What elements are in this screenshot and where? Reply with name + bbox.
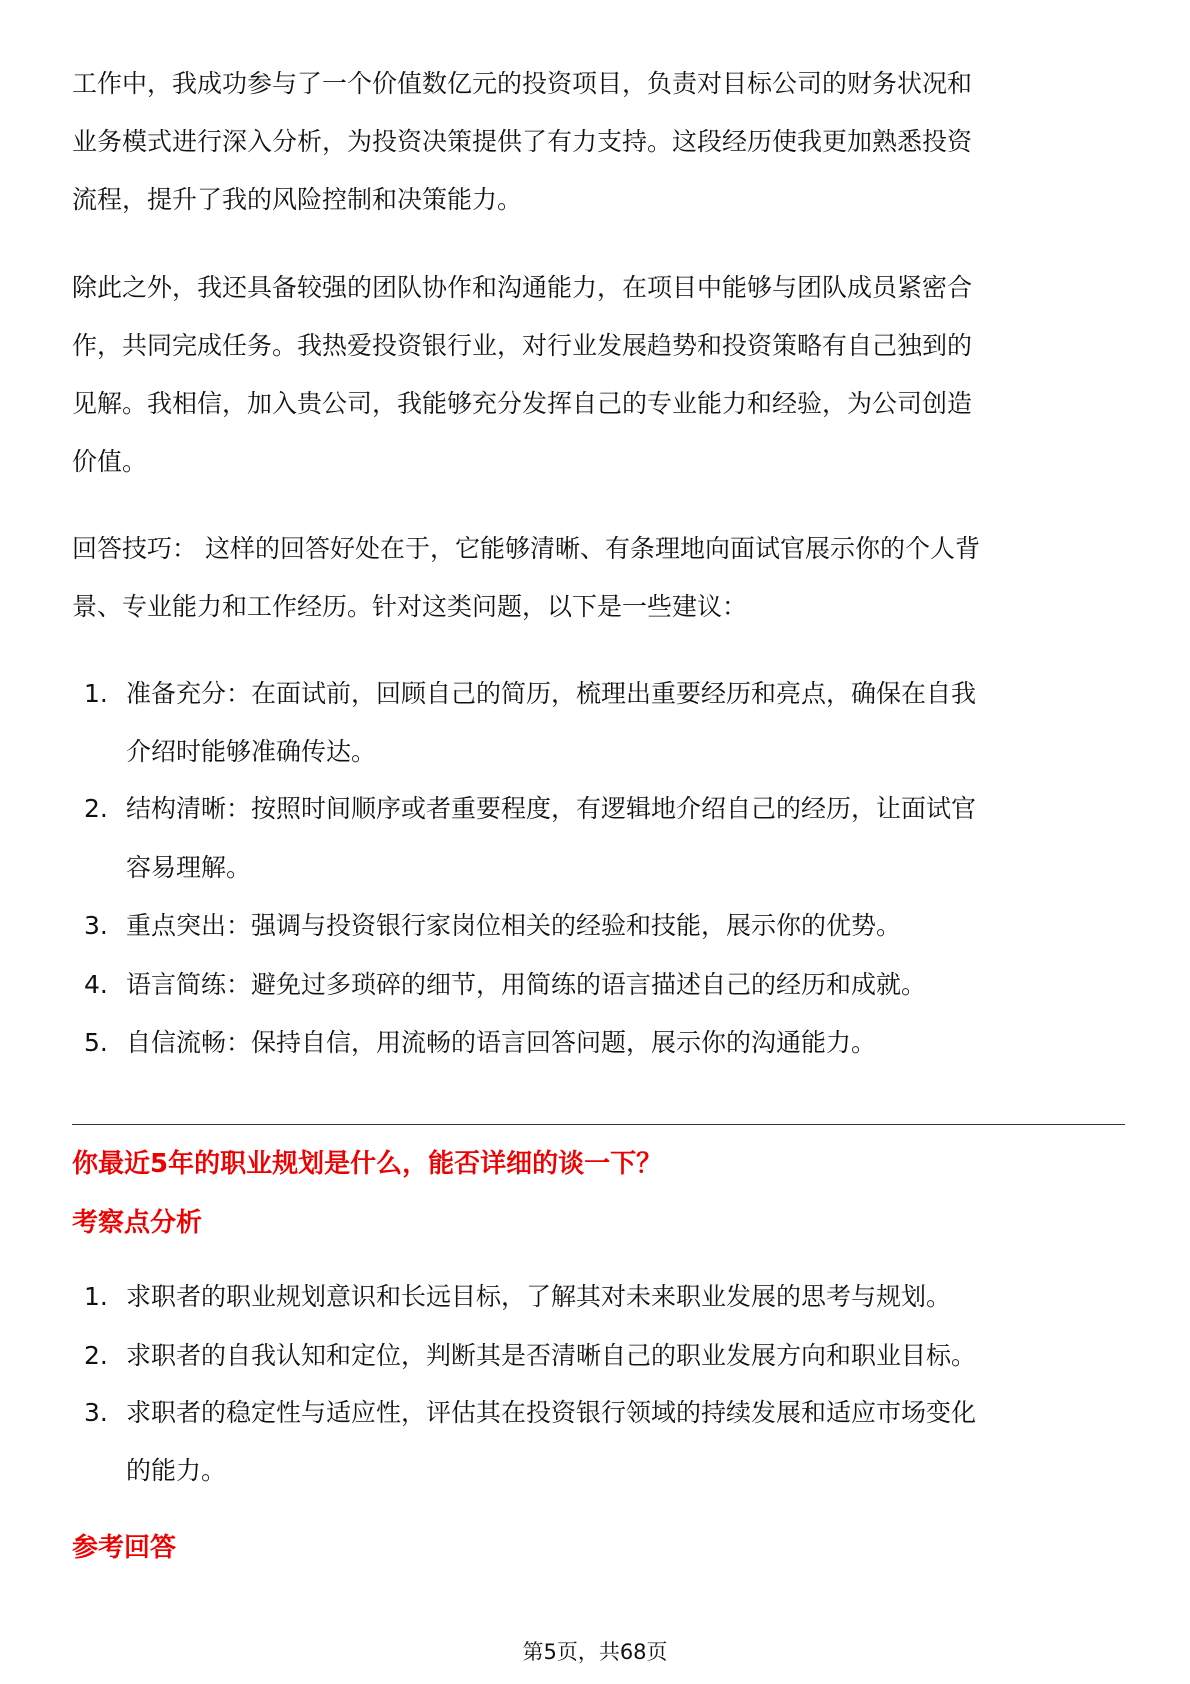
list-item: 的能力。 (126, 1456, 227, 1485)
list-number: 3. (84, 911, 108, 940)
list-item: 容易理解。 (126, 853, 252, 882)
text-line: 作，共同完成任务。我热爱投资银行业，对行业发展趋势和投资策略有自己独到的 (72, 331, 973, 360)
text-line: 价值。 (72, 447, 148, 476)
text-line: 业务模式进行深入分析，为投资决策提供了有力支持。这段经历使我更加熟悉投资 (72, 127, 973, 156)
list-item: 求职者的自我认知和定位，判断其是否清晰自己的职业发展方向和职业目标。 (126, 1341, 977, 1370)
list-number: 5. (84, 1028, 108, 1057)
list-item: 介绍时能够准确传达。 (126, 737, 377, 766)
list-item: 准备充分：在面试前，回顾自己的简历，梳理出重要经历和亮点，确保在自我 (126, 679, 977, 708)
list-item: 语言简练：避免过多琐碎的细节，用简练的语言描述自己的经历和成就。 (126, 970, 927, 999)
text-line: 回答技巧： 这样的回答好处在于，它能够清晰、有条理地向面试官展示你的个人背 (72, 534, 980, 563)
text-line: 景、专业能力和工作经历。针对这类问题，以下是一些建议： (72, 592, 748, 621)
page-footer: 第5页，共68页 (522, 1640, 668, 1664)
list-item: 求职者的稳定性与适应性，评估其在投资银行领域的持续发展和适应市场变化 (126, 1398, 977, 1427)
list-item: 求职者的职业规划意识和长远目标，了解其对未来职业发展的思考与规划。 (126, 1282, 952, 1311)
list-number: 1. (84, 679, 108, 708)
list-number: 2. (84, 1341, 108, 1370)
list-item: 自信流畅：保持自信，用流畅的语言回答问题，展示你的沟通能力。 (126, 1028, 877, 1057)
list-number: 1. (84, 1282, 108, 1311)
list-number: 4. (84, 970, 108, 999)
list-item: 重点突出：强调与投资银行家岗位相关的经验和技能，展示你的优势。 (126, 911, 902, 940)
list-number: 3. (84, 1398, 108, 1427)
divider (72, 1124, 1125, 1125)
text-line: 工作中，我成功参与了一个价值数亿元的投资项目，负责对目标公司的财务状况和 (72, 69, 973, 98)
text-line: 见解。我相信，加入贵公司，我能够充分发挥自己的专业能力和经验，为公司创造 (72, 389, 973, 418)
analysis-heading: 考察点分析 (72, 1208, 203, 1238)
question-heading: 你最近5年的职业规划是什么，能否详细的谈一下？ (72, 1149, 663, 1179)
answer-heading: 参考回答 (72, 1533, 177, 1563)
list-item: 结构清晰：按照时间顺序或者重要程度，有逻辑地介绍自己的经历，让面试官 (126, 794, 977, 823)
text-line: 流程，提升了我的风险控制和决策能力。 (72, 185, 523, 214)
list-number: 2. (84, 794, 108, 823)
text-line: 除此之外，我还具备较强的团队协作和沟通能力，在项目中能够与团队成员紧密合 (72, 273, 973, 302)
